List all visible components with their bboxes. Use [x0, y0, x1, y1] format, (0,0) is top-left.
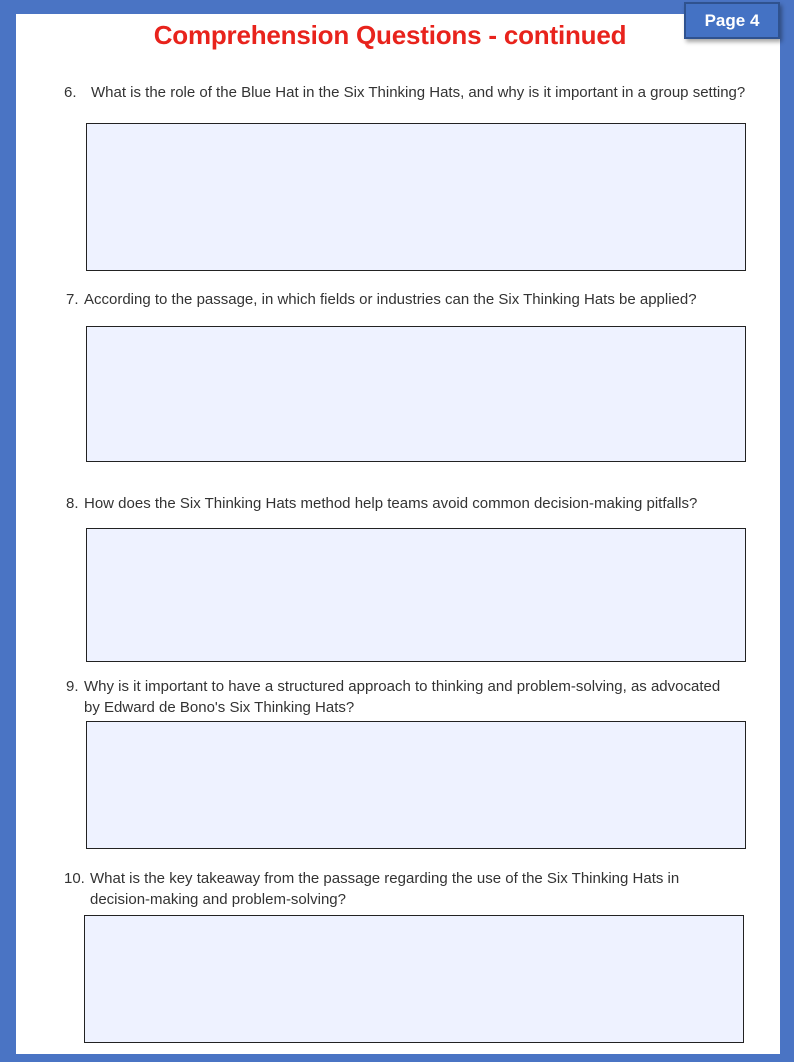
question-8 [66, 493, 766, 514]
answer-box-7[interactable] [86, 326, 746, 462]
answer-box-8[interactable] [86, 528, 746, 662]
question-number: 9. [66, 678, 79, 695]
question-9 [66, 676, 746, 718]
question-text: Why is it important to have a structured approach to thinking and problem-solving, as advocated by Edward de Bono's Six Thinking Hats? [84, 678, 721, 716]
question-10 [64, 868, 744, 910]
page-title: Comprehension Questions - continued [153, 20, 627, 50]
question-text: According to the passage, in which fields or industries can the Six Thinking Hats be applied? [84, 291, 697, 308]
page-number-badge: Page 4 [684, 2, 780, 39]
question-number: 8. [66, 495, 79, 512]
answer-box-9[interactable] [86, 721, 746, 849]
question-number: 10. [64, 870, 85, 887]
question-number: 6. [64, 84, 77, 101]
answer-box-10[interactable] [84, 915, 744, 1043]
answer-box-6[interactable] [86, 123, 746, 271]
question-6 [64, 82, 754, 103]
question-text: How does the Six Thinking Hats method help teams avoid common decision-making pitfalls? [84, 495, 698, 512]
question-number: 7. [66, 291, 79, 308]
question-text: What is the key takeaway from the passage regarding the use of the Six Thinking Hats in decision-making and problem-solving? [90, 870, 680, 908]
question-7 [66, 289, 766, 310]
question-text: What is the role of the Blue Hat in the Six Thinking Hats, and why is it important in a group setting? [91, 84, 746, 101]
